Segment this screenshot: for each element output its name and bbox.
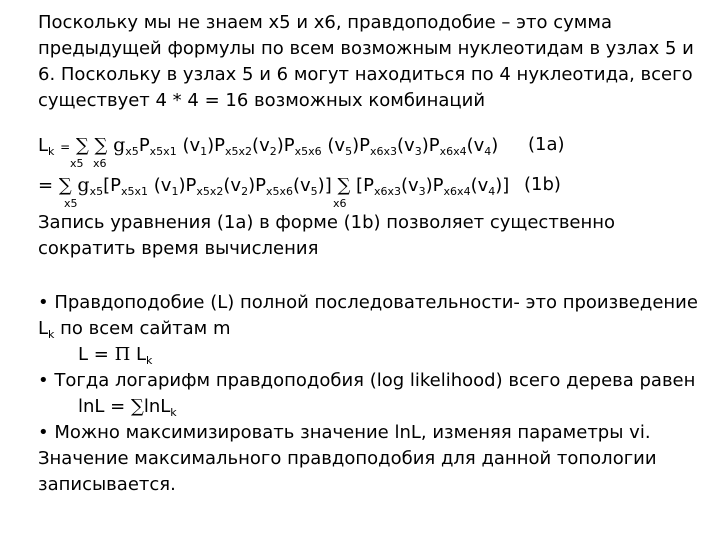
bullet-likelihood (38, 290, 698, 342)
v-close: )P (248, 175, 266, 196)
product-rhs: L (130, 344, 147, 365)
v-sub: 5 (310, 185, 318, 198)
formula-1b (38, 172, 509, 199)
record-line: сократить время вычисления (38, 238, 319, 259)
bracket-open: [P (356, 175, 374, 196)
v-term: (v (292, 175, 311, 196)
product-symbol: Π (114, 344, 131, 365)
closing-paragraph (38, 446, 698, 498)
v-term: (v (400, 175, 419, 196)
g-sub: x5 (125, 145, 139, 158)
sum-subscript: x5 (64, 197, 78, 210)
record-paragraph (38, 210, 698, 262)
p-sub: x5x2 (196, 185, 224, 198)
bullet-line: • Правдоподобие (L) полной последовательности- это произведение (38, 292, 698, 313)
v-sub: 4 (488, 185, 496, 198)
closing-line: Значение максимального правдоподобия для данной топологии (38, 448, 657, 469)
g-sub: x5 (89, 185, 104, 198)
p-sub: x5x1 (121, 185, 149, 198)
p-sub: x6x4 (439, 145, 467, 158)
v-close: ) (352, 135, 360, 156)
intro-line: Поскольку мы не знаем x5 и x6, правдоподобие – это сумма (38, 12, 612, 33)
v-close: ) (276, 135, 284, 156)
lk-symbol: L (38, 318, 49, 339)
p-sub: x5x6 (294, 145, 322, 158)
lk-sub: k (48, 328, 55, 341)
p-sub: x6x4 (443, 185, 471, 198)
bullet-log-likelihood: • Тогда логарифм правдоподобия (log likelihood) всего дерева равен (38, 370, 696, 391)
p-sub: x5x1 (149, 145, 177, 158)
intro-line: существует 4 * 4 = 16 возможных комбинаций (38, 90, 486, 111)
p-sub: x5x2 (225, 145, 253, 158)
v-term: (v (470, 175, 489, 196)
v-term: (v (252, 135, 270, 156)
sum-symbol: ∑ (58, 175, 72, 196)
formula-lhs: L (38, 135, 49, 156)
formula-eq: = (60, 140, 71, 154)
v-sub: 1 (171, 185, 179, 198)
p-symbol: P (138, 135, 150, 156)
sum-subscript: x6 (333, 197, 347, 210)
bullet-line (38, 316, 698, 342)
bullet-tail-text: по всем сайтам m (54, 318, 231, 339)
formula-1a (38, 132, 498, 160)
p-sub: x5x6 (265, 185, 293, 198)
product-lhs: L = (78, 344, 115, 365)
v-sub: 2 (269, 145, 277, 158)
record-line: Запись уравнения (1a) в форме (1b) позволяет существенно (38, 212, 616, 233)
p-sub: x6x3 (373, 185, 401, 198)
sum-symbol: ∑ (94, 135, 108, 156)
p-symbol: P (214, 135, 226, 156)
v-sub: 3 (418, 185, 426, 198)
sum-symbol: ∑ (337, 175, 351, 196)
v-close: )P (178, 175, 197, 196)
bracket-open: [P (103, 175, 121, 196)
v-term: (v (182, 135, 201, 156)
v-close: ) (421, 135, 429, 156)
p-sub: x6x3 (369, 145, 397, 158)
sum-subscript: x5 (70, 157, 84, 170)
intro-line: 6. Поскольку в узлах 5 и 6 могут находиться по 4 нуклеотида, всего (38, 64, 693, 85)
equation-tag-1a: (1a) (528, 134, 565, 155)
bullet-maximize: • Можно максимизировать значение lnL, изменяя параметры vi. (38, 422, 651, 443)
sum-subscript: x6 (93, 157, 107, 170)
log-formula (78, 394, 177, 420)
g-symbol: g (113, 134, 126, 156)
v-sub: 2 (241, 185, 249, 198)
v-close: ) (491, 135, 499, 156)
equation-tag-1b: (1b) (524, 174, 561, 195)
v-term: (v (223, 175, 242, 196)
v-sub: 1 (200, 145, 208, 158)
v-term: (v (397, 135, 415, 156)
v-term: (v (327, 135, 346, 156)
log-rhs: lnL (143, 396, 171, 417)
log-lhs: lnL = (78, 396, 131, 417)
v-sub: 4 (484, 145, 492, 158)
v-term: (v (153, 175, 172, 196)
product-rhs-sub: k (146, 354, 153, 367)
p-symbol: P (283, 135, 295, 156)
g-symbol: g (77, 174, 90, 196)
sum-symbol: ∑ (130, 396, 144, 417)
v-sub: 5 (345, 145, 353, 158)
formula-eq: = (38, 175, 54, 196)
v-close: )] (495, 175, 510, 196)
closing-line: записывается. (38, 474, 176, 495)
intro-line: предыдущей формулы по всем возможным нуклеотидам в узлах 5 и (38, 38, 694, 59)
product-formula (78, 342, 152, 368)
intro-paragraph (38, 10, 698, 114)
sum-symbol: ∑ (75, 135, 89, 156)
v-sub: 3 (414, 145, 422, 158)
formula-lhs-sub: k (48, 145, 55, 158)
v-term: (v (466, 135, 485, 156)
log-rhs-sub: k (170, 406, 177, 419)
p-symbol: P (359, 135, 370, 156)
v-close: )] (317, 175, 332, 196)
v-close: ) (207, 135, 215, 156)
p-symbol: P (428, 135, 440, 156)
v-close: )P (425, 175, 444, 196)
